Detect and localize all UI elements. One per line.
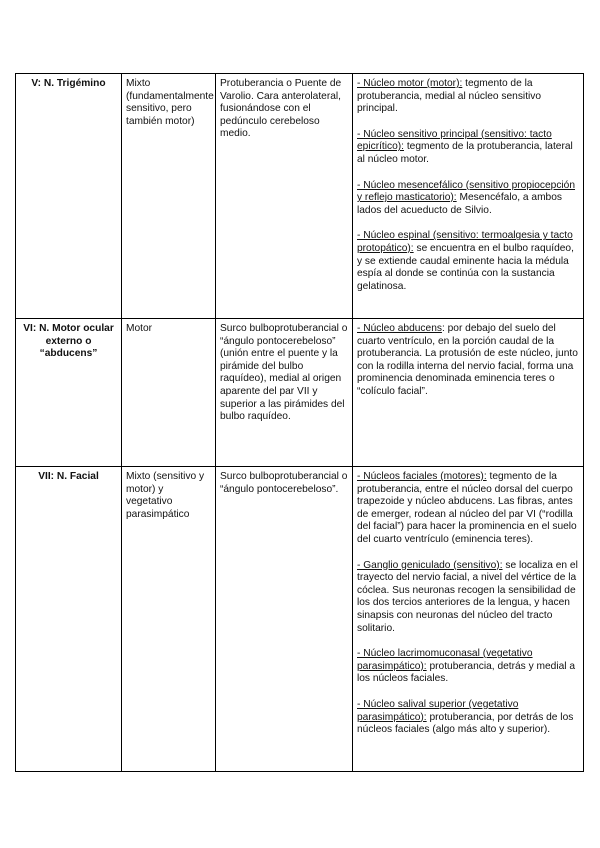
nerve-name: V: N. Trigémino xyxy=(16,74,122,319)
nucleus-text: protuberancia, por detrás de los núcleos faciales (algo más alto y superior). xyxy=(357,711,574,736)
nucleus-item xyxy=(357,78,579,116)
nucleus-text: se localiza en el trayecto del nervio facial, a nivel del vértice de la cóclea. Sus neuronas recogen la sensibilidad de los dos tercios anteriores de la lengua, y hacen sinapsis con neuronas del núcleo del tracto solitario. xyxy=(357,559,578,634)
table-row xyxy=(16,74,584,319)
nerve-name: VII: N. Facial xyxy=(16,467,122,772)
cranial-nerves-table xyxy=(15,73,584,772)
nucleus-text: tegmento de la protuberancia, lateral al núcleo motor. xyxy=(357,141,573,165)
nucleus-title: - Núcleo motor (motor): xyxy=(357,78,463,89)
nucleus-title: - Núcleo sensitivo principal (sensitivo: tacto epicrítico): xyxy=(357,128,552,153)
nucleus-item xyxy=(357,648,579,686)
nucleus-item xyxy=(357,699,579,737)
nucleus-text: tegmento de la protuberancia, medial al núcleo sensitivo principal. xyxy=(357,78,542,115)
nerve-nuclei xyxy=(353,467,584,772)
nerve-origin: Surco bulboprotuberancial o “ángulo pontocerebeloso”. xyxy=(216,467,353,772)
table-row xyxy=(16,319,584,467)
nucleus-text: Mesencéfalo, a ambos lados del acueducto de Silvio. xyxy=(357,192,562,216)
nucleus-title: - Núcleo espinal (sensitivo: termoalgesia y tacto protopático): xyxy=(357,230,573,254)
nucleus-title: - Ganglio geniculado (sensitivo): xyxy=(357,559,503,571)
nucleus-title: - Núcleo lacrimomuconasal (vegetativo parasimpático): xyxy=(357,648,533,672)
nerve-type: Mixto (fundamentalmente sensitivo, pero también motor) xyxy=(122,74,216,319)
nucleus-item xyxy=(357,560,579,636)
nucleus-text: : por debajo del suelo del cuarto ventrículo, en la porción caudal de la protuberancia. La protusión de este núcleo, junto con la rodilla interna del nervio facial, forma una prominencia denominada eminencia teres o “colículo facial”. xyxy=(357,323,578,397)
nucleus-item xyxy=(357,323,579,399)
nucleus-item xyxy=(357,129,579,167)
nucleus-item xyxy=(357,180,579,218)
nerve-nuclei xyxy=(353,319,584,467)
nucleus-item xyxy=(357,471,579,547)
nucleus-title: - Núcleo salival superior (vegetativo parasimpático): xyxy=(357,698,519,723)
nerve-origin: Protuberancia o Puente de Varolio. Cara anterolateral, fusionándose con el pedúnculo cerebeloso medio. xyxy=(216,74,353,319)
table-row xyxy=(16,467,584,772)
nucleus-text: se encuentra en el bulbo raquídeo, y se extiende caudal eminente hacia la médula espía al donde se continúa con la sustancia gelatinosa. xyxy=(357,242,574,292)
nucleus-title: - Núcleo mesencefálico (sensitivo propiocepción y reflejo masticatorio): xyxy=(357,179,576,204)
nerve-origin: Surco bulboprotuberancial o “ángulo pontocerebeloso” (unión entre el puente y la pirámide del bulbo raquídeo), medial al origen aparente del par VII y superior a las pirámides del bulbo raquídeo. xyxy=(216,319,353,467)
nucleus-item xyxy=(357,230,579,293)
nerve-type: Motor xyxy=(122,319,216,467)
nucleus-text: tegmento de la protuberancia, entre el núcleo dorsal del cuerpo trapezoide y núcleo abducens. Las fibras, antes de emerger, rodean al núcleo del par VI (“rodilla del facial”) para hacer la prominencia en el suelo del cuarto ventrículo (eminencia teres). xyxy=(357,471,577,545)
nerve-type: Mixto (sensitivo y motor) y vegetativo parasimpático xyxy=(122,467,216,772)
nerve-name: VI: N. Motor ocular externo o “abducens” xyxy=(16,319,122,467)
nucleus-title: - Núcleo abducens xyxy=(357,323,442,334)
nerve-nuclei xyxy=(353,74,584,319)
nucleus-text: protuberancia, detrás y medial a los núcleos faciales. xyxy=(357,660,576,685)
nucleus-title: - Núcleos faciales (motores): xyxy=(357,471,487,482)
